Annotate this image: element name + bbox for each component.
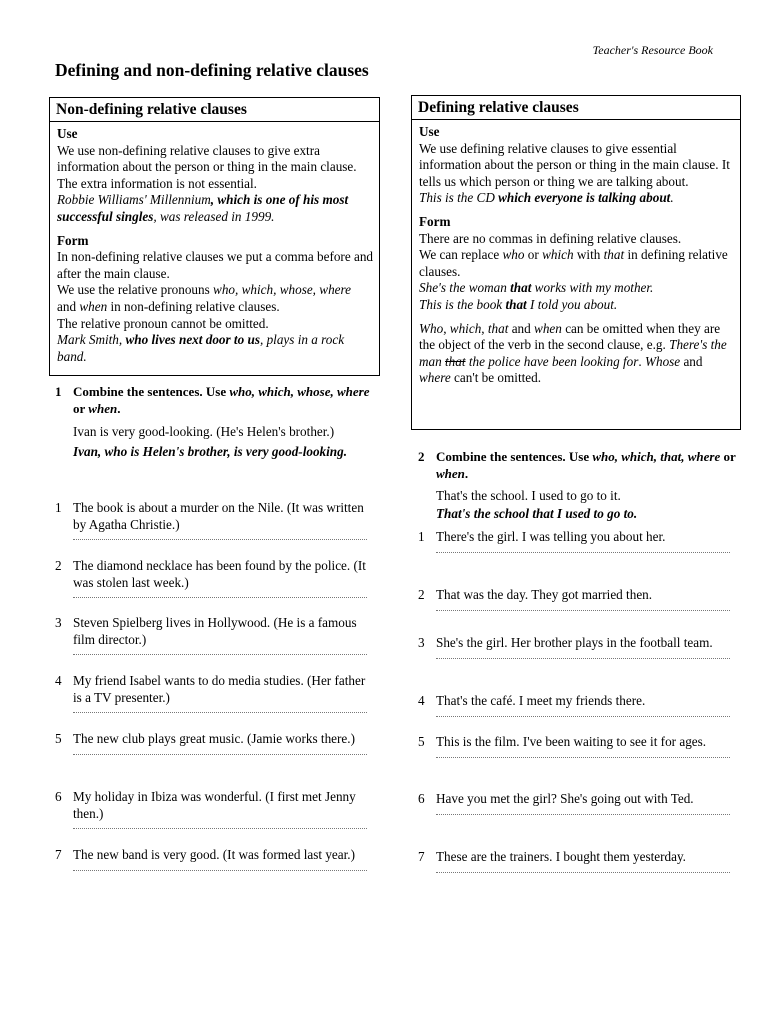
item-text: That's the café. I meet my friends there. [436,693,646,708]
defining-heading: Defining relative clauses [412,96,740,120]
item-number: 4 [418,693,425,708]
page-title: Defining and non-defining relative clauses [55,60,369,80]
exercise-2-example [436,488,736,522]
answer-line[interactable] [436,610,730,611]
exercise-item [55,615,367,655]
answer-line[interactable] [73,654,367,655]
item-text: Have you met the girl? She's going out with Ted. [436,791,694,806]
exercise-item [55,673,367,713]
exercise-2-instruction: 2 Combine the sentences. Use who, which, that, where or when. [418,449,736,481]
answer-line[interactable] [73,597,367,598]
use-label: Use [419,124,440,139]
use-text: We use defining relative clauses to give essential information about the person or thing in the main clause. It tells us which person or thing we are talking about. [419,140,730,189]
form-text-2: We can replace who or which with that in defining relative clauses. [419,247,728,279]
answer-line[interactable] [73,870,367,871]
use-text: We use non-defining relative clauses to give extra information about the person or thing in the main clause. The extra information is not essential. [57,142,357,191]
item-number: 3 [418,635,425,650]
form-text-1: In non-defining relative clauses we put a comma before and after the main clause. [57,249,374,281]
item-number: 1 [418,529,425,544]
form-label: Form [419,213,451,229]
item-number: 2 [418,587,425,602]
answer-line[interactable] [436,757,730,758]
use-example: Robbie Williams' Millennium, which is one of his most successful singles, was released in 1999. [57,192,349,224]
exercise-item [418,635,730,659]
item-text: The book is about a murder on the Nile. (It was written by Agatha Christie.) [73,500,364,532]
item-text: My friend Isabel wants to do media studies. (Her father is a TV presenter.) [73,673,366,705]
exercise-item [418,791,730,815]
item-text: The new club plays great music. (Jamie works there.) [73,731,355,746]
item-text: This is the film. I've been waiting to see it for ages. [436,734,707,749]
non-defining-body [50,122,379,371]
exercise-1-example [73,424,363,460]
exercise-item [418,529,730,553]
exercise-item [55,847,367,871]
use-label: Use [57,126,78,141]
exercise-1-instruction: 1 Combine the sentences. Use who, which, whose, where or when. [55,384,370,416]
form-example-1: She's the woman that works with my mother. [419,280,654,296]
exercise-item [55,731,367,755]
answer-line[interactable] [436,658,730,659]
exercise-item [418,734,730,758]
item-text: That was the day. They got married then. [436,587,653,602]
item-text: These are the trainers. I bought them yesterday. [436,849,686,864]
omission-note: Who, which, that and when can be omitted when they are the object of the verb in the second clause, e.g. There's the man that the police have been looking for. Whose and where can't be omitted. [419,320,727,386]
use-example: This is the CD which everyone is talking about. [419,190,674,206]
defining-box [411,95,741,430]
example-question: Ivan is very good-looking. (He's Helen's brother.) [73,424,335,439]
item-number: 7 [418,849,425,864]
item-text: There's the girl. I was telling you about her. [436,529,666,544]
answer-line[interactable] [436,716,730,717]
item-number: 7 [55,847,62,862]
answer-line[interactable] [436,814,730,815]
exercise-item [418,849,730,873]
answer-line[interactable] [436,552,730,553]
example-answer: Ivan, who is Helen's brother, is very good-looking. [73,443,348,459]
item-number: 1 [55,500,62,515]
exercise-item [55,558,367,598]
example-answer: That's the school that I used to go to. [436,505,638,521]
form-example-2: This is the book that I told you about. [419,296,618,312]
form-label: Form [57,232,89,248]
form-text-3: The relative pronoun cannot be omitted. [57,315,269,331]
non-defining-box [49,97,380,376]
non-defining-heading: Non-defining relative clauses [50,98,379,122]
item-number: 6 [55,789,62,804]
form-text-2: We use the relative pronouns who, which, whose, where and when in non-defining relative clauses. [57,282,352,314]
exercise-item [418,587,730,611]
item-text: The diamond necklace has been found by the police. (It was stolen last week.) [73,558,366,590]
answer-line[interactable] [436,872,730,873]
item-number: 6 [418,791,425,806]
item-text: My holiday in Ibiza was wonderful. (I first met Jenny then.) [73,789,356,821]
item-number: 2 [55,558,62,573]
form-text-1: There are no commas in defining relative clauses. [419,230,682,246]
exercise-item [55,500,367,540]
item-text: Steven Spielberg lives in Hollywood. (He is a famous film director.) [73,615,357,647]
item-number: 5 [55,731,62,746]
form-example: Mark Smith, who lives next door to us, plays in a rock band. [57,332,345,364]
item-text: She's the girl. Her brother plays in the football team. [436,635,713,650]
answer-line[interactable] [73,539,367,540]
answer-line[interactable] [73,828,367,829]
item-number: 3 [55,615,62,630]
exercise-item [418,693,730,717]
example-question: That's the school. I used to go to it. [436,488,621,503]
item-text: The new band is very good. (It was formed last year.) [73,847,355,862]
item-number: 5 [418,734,425,749]
answer-line[interactable] [73,754,367,755]
answer-line[interactable] [73,712,367,713]
item-number: 4 [55,673,62,688]
exercise-item [55,789,367,829]
page-header: Teacher's Resource Book [592,43,713,57]
defining-body [412,120,740,393]
